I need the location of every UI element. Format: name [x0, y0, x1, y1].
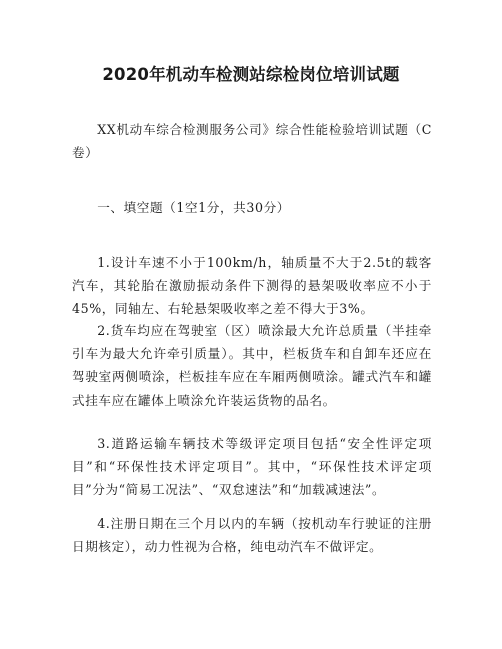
section-heading: 一、填空题（1空1分，共30分）	[97, 200, 290, 215]
document-subtitle: XX机动车综合检测服务公司》综合性能检验培训试题（C卷）	[72, 122, 432, 161]
question-item: 1.设计车速不小于100km/h，轴质量不大于2.5t的载客汽车，其轮胎在激励振动条件下测得的悬架吸收率应不小于45%，同轴左、右轮悬架吸收率之差不得大于3%。	[72, 255, 432, 317]
question-item: 2.货车均应在驾驶室（区）喷涂最大允许总质量（半挂牵引车为最大允许牵引质量）。其中，栏板货车和自卸车还应在驾驶室两侧喷涂，栏板挂车应在车厢两侧喷涂。罐式汽车和罐式挂车应在罐体上喷涂允许装运货物的品名。	[72, 323, 432, 408]
page-title: 2020年机动车检测站综检岗位培训试题	[102, 65, 400, 84]
question-item: 4.注册日期在三个月以内的车辆（按机动车行驶证的注册日期核定），动力性视为合格，纯电动汽车不做评定。	[72, 516, 432, 555]
question-item: 3.道路运输车辆技术等级评定项目包括“安全性评定项目”和“环保性技术评定项目”。其中，“环保性技术评定项目”分为“简易工况法”、“双怠速法”和“加载减速法”。	[72, 436, 432, 498]
